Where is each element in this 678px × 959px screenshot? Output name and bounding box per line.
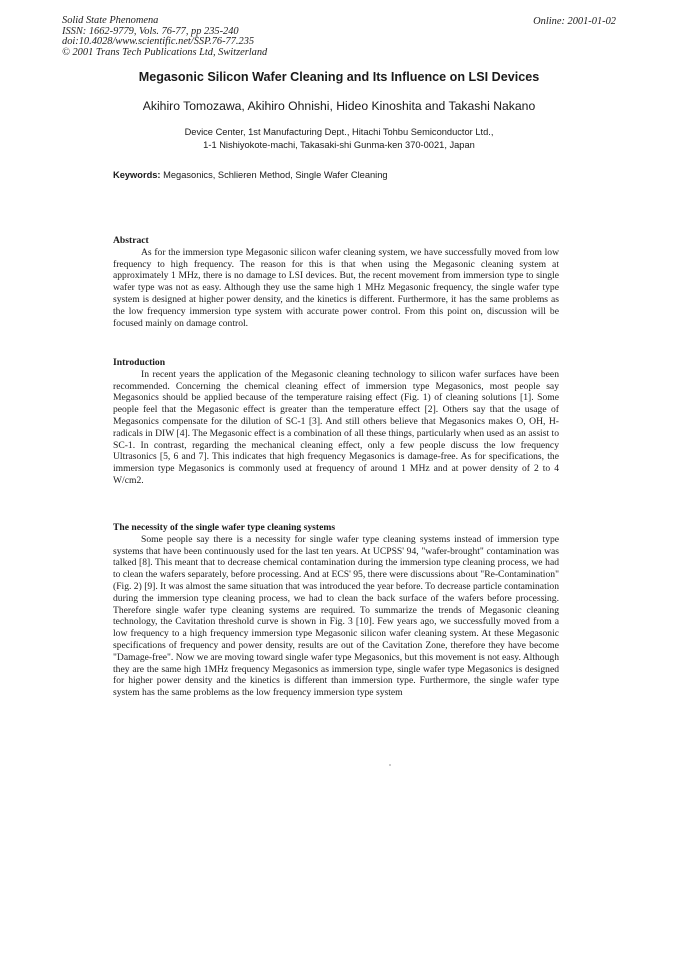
- abstract-section: [113, 235, 559, 329]
- affiliation: [0, 126, 678, 151]
- affiliation-line-2: 1-1 Nishiyokote-machi, Takasaki-shi Gunma-ken 370-0021, Japan: [203, 139, 475, 150]
- paper-title: Megasonic Silicon Wafer Cleaning and Its Influence on LSI Devices: [138, 70, 540, 84]
- journal-name: Solid State Phenomena: [62, 15, 159, 26]
- publication-info: [62, 16, 267, 58]
- keywords-label: Keywords:: [113, 170, 161, 180]
- affiliation-line-1: Device Center, 1st Manufacturing Dept., Hitachi Tohbu Semiconductor Ltd.,: [184, 127, 494, 137]
- introduction-heading: Introduction: [113, 357, 166, 368]
- abstract-body: As for the immersion type Megasonic silicon wafer cleaning system, we have successfully moved from low frequency to high frequency. The reason for this is that when using the Megasonic cleaning system at approximately 1 MHz, there is no damage to LSI devices. But, the recent movement from immersion type to single wafer type was not as easy. Although they use the same high 1 MHz Megasonic frequency, the single wafer type system is designed at higher power density, and the kinetics is different. Furthermore, it has the same problems as the low frequency immersion type system with accurate power control. From this point on, discussion will be focused mainly on damage control.: [113, 246, 559, 329]
- issn-line: ISSN: 1662-9779, Vols. 76-77, pp 235-240: [62, 25, 239, 37]
- doi-line: doi:10.4028/www.scientific.net/SSP.76-77.235: [62, 36, 255, 48]
- keywords: [113, 170, 388, 180]
- copyright-line: © 2001 Trans Tech Publications Ltd, Switzerland: [62, 46, 268, 58]
- necessity-body: Some people say there is a necessity for single wafer type cleaning systems instead of immersion type systems that have been continuously used for the last ten years. At UCPSS' 94, "wafer-brought" contamination was talked [8]. This meant that to decrease chemical contamination during the immersion type cleaning process, we had to clean the wafers separately, before processing. And at ECS' 95, there were discussions about "Re-Contamination" (Fig. 2) [9]. It was almost the same situation that was introduced the year before. To decrease particle contamination during the immersion type cleaning process, we had to clean the back surface of the wafers before processing. Therefore single wafer type cleaning systems are required. To summarize the trends of Megasonic cleaning technology, the Cavitation threshold curve is shown in Fig. 3 [10]. Few years ago, we successfully moved from a low frequency to a high frequency immersion type Megasonic silicon wafer cleaning system. At these Megasonic specifications of frequency and power density, results are out of the Cavitation Zone, therefore they have become "Damage-free". Now we are moving toward single wafer type Megasonics, but this movement is not easy. Although they are the same high 1MHz frequency Megasonics as immersion type, single wafer type Megasonics is designed for higher power density and the kinetics is different than immersion type. Furthermore, the single wafer type system has the same problems as the low frequency immersion type system: [113, 533, 559, 699]
- necessity-section: [113, 522, 559, 699]
- author-list: Akihiro Tomozawa, Akihiro Ohnishi, Hideo Kinoshita and Takashi Nakano: [142, 99, 536, 113]
- necessity-heading: The necessity of the single wafer type cleaning systems: [113, 522, 336, 533]
- page-speck: [389, 764, 391, 766]
- introduction-section: [113, 357, 559, 487]
- online-date: Online: 2001-01-02: [533, 16, 616, 27]
- abstract-heading: Abstract: [113, 235, 149, 246]
- keywords-text: Megasonics, Schlieren Method, Single Wafer Cleaning: [160, 170, 388, 180]
- introduction-body: In recent years the application of the Megasonic cleaning technology to silicon wafer surfaces have been recommended. Concerning the chemical cleaning effect of immersion type Megasonics, most people say Megasonics should be applied because of the temperature raising effect (Fig. 1) of cleaning solutions [1]. Some people feel that the Megasonic effect is greater than the temperature effect [2]. Others say that the usage of Megasonics compensate for the dilution of SC-1 [3]. And still others believe that Megasonics makes O, OH, H-radicals in DIW [4]. The Megasonic effect is a combination of all these things, particularly when used as an assist to SC-1. In contrast, regarding the mechanical cleaning effect, only a few people discuss the low frequency Ultrasonics [5, 6 and 7]. This indicates that high frequency Megasonics is damage-free. As for specifications, the immersion type Megasonics is commonly used at frequency of around 1 MHz and at power density of 2 to 4 W/cm2.: [113, 368, 559, 486]
